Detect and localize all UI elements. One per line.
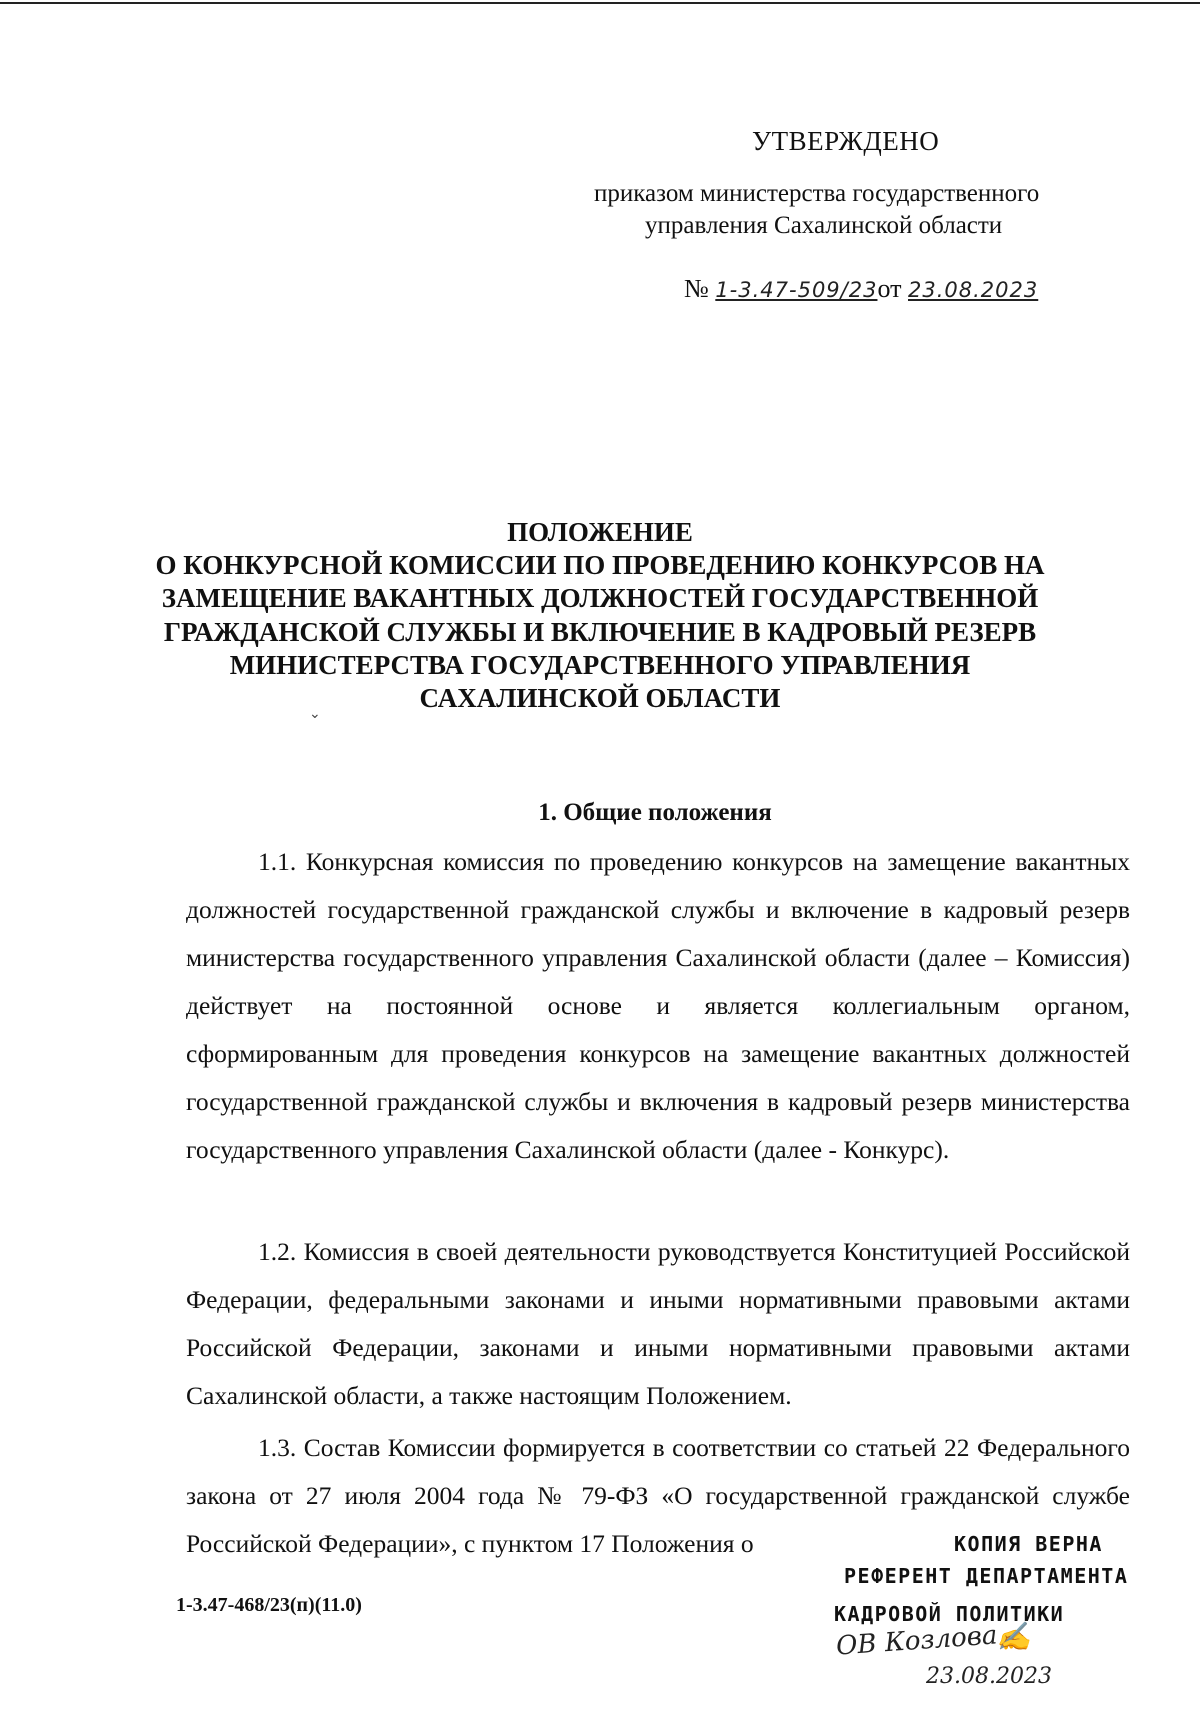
number-prefix: № <box>684 274 709 303</box>
signature-name-handwritten: ОВ Козлова <box>835 1620 999 1662</box>
top-border-line <box>0 2 1200 4</box>
approval-line-2: управления Сахалинской области <box>645 212 1003 239</box>
document-title <box>0 516 1200 715</box>
signature-date-handwritten: 23.08.2023 <box>926 1664 1052 1689</box>
title-line-5: МИНИСТЕРСТВА ГОСУДАРСТВЕННОГО УПРАВЛЕНИЯ <box>229 649 971 680</box>
scan-speck: ⌄ <box>309 707 321 722</box>
title-line-4: ГРАЖДАНСКОЙ СЛУЖБЫ И ВКЛЮЧЕНИЕ В КАДРОВЫЙ РЕЗЕРВ <box>163 616 1037 647</box>
paragraph-1-3-text: 1.3. Состав Комиссии формируется в соответствии со статьей 22 Федерального закона от 27 июля 2004 года № 79-ФЗ «О государственной гражданской службе Российской Федерации», с пунктом 17 Положения о <box>186 1433 1130 1558</box>
approval-title: УТВЕРЖДЕНО <box>752 126 940 156</box>
stamp-line-1: КОПИЯ ВЕРНА <box>954 1532 1103 1556</box>
section-heading: 1. Общие положения <box>538 799 772 826</box>
stamp-line-3: КАДРОВОЙ ПОЛИТИКИ <box>834 1602 1065 1626</box>
paragraph-1-2 <box>186 1228 1130 1420</box>
document-code: 1-3.47-468/23(п)(11.0) <box>176 1594 362 1616</box>
date-prefix: от <box>877 274 902 303</box>
paragraph-1-1-text: 1.1. Конкурсная комиссия по проведению конкурсов на замещение вакантных должностей государственной гражданской службы и включение в кадровый резерв министерства государственного управления Сахалинской области (далее – Комиссия) действует на постоянной основе и является коллегиальным органом, сформированным для проведения конкурсов на замещение вакантных должностей государственной гражданской службы и включения в кадровый резерв министерства государственного управления Сахалинской области (далее - Конкурс). <box>186 847 1130 1164</box>
stamp-line-2: РЕФЕРЕНТ ДЕПАРТАМЕНТА <box>844 1564 1129 1588</box>
paragraph-1-1 <box>186 838 1130 1174</box>
title-line-3: ЗАМЕЩЕНИЕ ВАКАНТНЫХ ДОЛЖНОСТЕЙ ГОСУДАРСТВЕННОЙ <box>161 583 1039 614</box>
approval-line-1: приказом министерства государственного <box>594 180 1040 207</box>
order-number-handwritten: 1-3.47-509/23 <box>715 278 878 302</box>
signature-scribble: ✍ <box>996 1620 1031 1653</box>
order-date-handwritten: 23.08.2023 <box>908 278 1039 302</box>
approval-number-line <box>684 274 1038 304</box>
title-line-1: ПОЛОЖЕНИЕ <box>507 517 693 547</box>
paragraph-1-2-text: 1.2. Комиссия в своей деятельности руководствуется Конституцией Российской Федерации, федеральными законами и иными нормативными правовыми актами Российской Федерации, законами и иными нормативными правовыми актами Сахалинской области, а также настоящим Положением. <box>186 1237 1130 1410</box>
title-line-6: САХАЛИНСКОЙ ОБЛАСТИ <box>419 683 781 714</box>
title-line-2: О КОНКУРСНОЙ КОМИССИИ ПО ПРОВЕДЕНИЮ КОНКУРСОВ НА <box>155 550 1045 581</box>
